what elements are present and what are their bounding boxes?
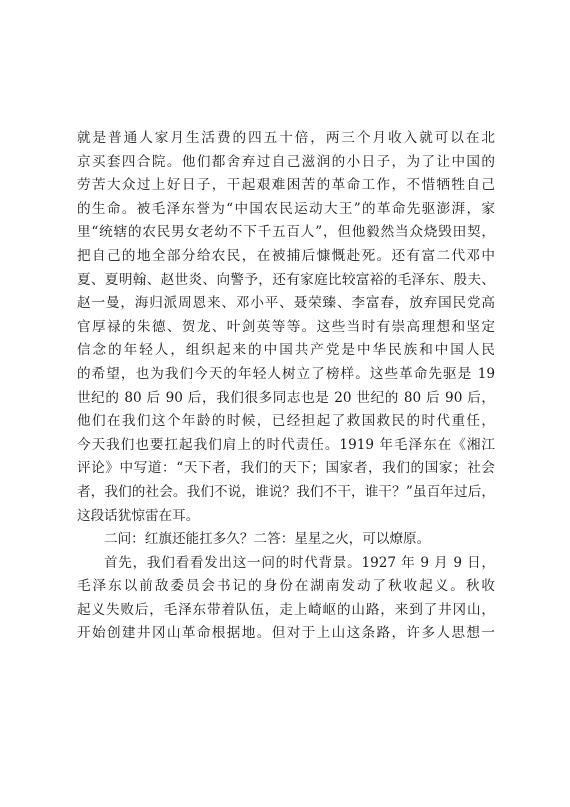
paragraph-line: 起义失败后，毛泽东带着队伍，走上崎岖的山路，来到了井冈山，	[77, 601, 495, 618]
text-line: 信念的年轻人，组织起来的中国共产党是中华民族和中国人民	[77, 342, 495, 359]
text-line: 他们在我们这个年龄的时候，已经担起了救国救民的时代重任，	[77, 413, 495, 430]
text-line: 者，我们的社会。我们不说，谁说？我们不干，谁干？”虽百年过后，	[77, 483, 495, 500]
text-line: 的希望，也为我们今天的年轻人树立了榜样。这些革命先驱是 19	[77, 365, 495, 382]
text-line: 今天我们也要扛起我们肩上的时代责任。1919 年毛泽东在《湘江	[77, 436, 495, 453]
text-line: 夏、夏明翰、赵世炎、向警予，还有家庭比较富裕的毛泽东、殷夫、	[77, 271, 495, 288]
text-line: 把自己的地全部分给农民，在被捕后慷慨赴死。还有富二代邓中	[77, 247, 495, 264]
text-line: 官厚禄的朱德、贺龙、叶剑英等等。这些当时有崇高理想和坚定	[77, 318, 495, 335]
question-answer-line: 二问：红旗还能扛多久？二答：星星之火，可以燎原。	[104, 531, 431, 548]
text-line: 劳苦大众过上好日子，干起艰难困苦的革命工作，不惜牺牲自己	[77, 177, 495, 194]
text-line: 评论》中写道：“天下者，我们的天下；国家者，我们的国家；社会	[77, 460, 495, 477]
paragraph-line: 毛泽东以前敌委员会书记的身份在湖南发动了秋收起义。秋收	[77, 578, 495, 595]
text-line: 赵一曼，海归派周恩来、邓小平、聂荣臻、李富春，放弃国民党高	[77, 295, 495, 312]
paragraph-line: 开始创建井冈山革命根据地。但对于上山这条路，许多人思想一	[77, 625, 495, 642]
paragraph-line: 首先，我们看看发出这一问的时代背景。1927 年 9 月 9 日，	[104, 554, 495, 571]
body-text	[77, 127, 495, 646]
text-line: 的生命。被毛泽东誉为“中国农民运动大王”的革命先驱澎湃，家	[77, 200, 495, 217]
text-line: 世纪的 80 后 90 后，我们很多同志也是 20 世纪的 80 后 90 后，	[77, 389, 495, 406]
text-line: 里“统辖的农民男女老幼不下千五百人”，但他毅然当众烧毁田契，	[77, 224, 495, 241]
text-line: 这段话犹惊雷在耳。	[77, 507, 200, 524]
text-line: 就是普通人家月生活费的四五十倍，两三个月收入就可以在北	[77, 130, 495, 146]
text-line: 京买套四合院。他们都舍弃过自己滋润的小日子，为了让中国的	[77, 153, 495, 170]
